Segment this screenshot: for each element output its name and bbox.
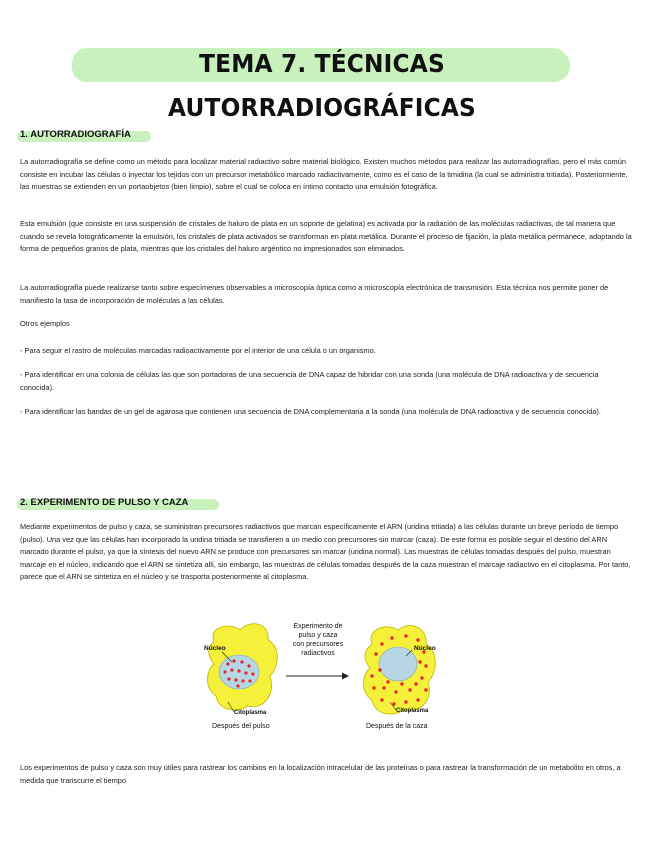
- label-nucleus-left: Núcleo: [204, 645, 226, 652]
- right-nucleus: [379, 647, 417, 681]
- title-block: [72, 42, 572, 122]
- section-2-heading: [20, 496, 196, 510]
- section-1-list-item-2: - Para identificar en una colonia de células las que son portadoras de una secuencia de DNA capaz de hibridar con una sonda (una molécula de DNA radioactiva y de secuencia conocida).: [20, 370, 599, 392]
- section-1-paragraph-2: Esta emulsión (que consiste en una suspensión de cristales de haluro de plata en un soporte de gelatina) es activada por la radiación de las moléculas radiactivas, de tal manera que cuando se revela fotográficamente la emulsión, los cristales de plata activados se transforman en plata metálica. Durante el proceso de fijación, la plata metálica permanece, adoptando la forma de pequeños granos de plata, mientras que los cristales del haluro argéntico no impresionados son eliminados.: [20, 219, 632, 254]
- section-1-heading: [20, 128, 139, 142]
- label-cytoplasm-left: Citoplasma: [234, 710, 267, 716]
- section-1-heading-text: 1. AUTORRADIOGRAFÍA: [20, 129, 131, 140]
- pulse-chase-figure: [196, 614, 446, 739]
- section-2-paragraph-1: Mediante experimentos de pulso y caza, se suministran precursores radiactivos que marcan específicamente el ARN (uridina tritiada) a las células durante un breve período de tiempo (pulso). Una vez que las células han incorporado la uridina tritiada se transfieren a un medio con precursores sin marcar (caza). De este forma es posible seguir el destino del ARN marcado durante el pulso, ya que la síntesis del nuevo ARN se produce con precursores sin marcar (uridina normal). Las muestras de células tomadas después del pulso, muestran marcaje en el núcleo, indicando que el ARN se sintetiza allí, sin embargo, las muestras de células tomadas después de la caza muestran el marcaje radiactivo en el citoplasma. Por tanto, parece que el ARN se sintetiza en el núcleo y se trasporta posteriormente al citoplasma.: [20, 522, 631, 582]
- section-1-paragraph-4: Otros ejemplos: [20, 319, 70, 328]
- section-2-paragraph-2: Los experimentos de pulso y caza son muy útiles para rastrear los cambios en la localización intracelular de las proteínas o para rastrear la transformación de un metabolito en otros, a medida que transcurre el tiempo: [20, 763, 621, 785]
- section-2-heading-text: 2. EXPERIMENTO DE PULSO Y CAZA: [20, 497, 189, 508]
- label-experiment-1: Experimento de: [293, 623, 343, 630]
- label-experiment-2: pulso y caza: [298, 632, 338, 639]
- section-1-list-item-1: - Para seguir el rastro de moléculas marcadas radioactivamente por el interior de una célula o un organismo.: [20, 346, 376, 355]
- label-cytoplasm-right: Citoplasma: [396, 708, 429, 714]
- label-experiment-4: radiactivos: [301, 650, 335, 657]
- section-1-paragraph-1: La autorradiografía se define como un método para localizar material radiactivo sobre material biológico. Existen muchos métodos para realizar las autorradiografías, pero el más común consiste en incubar las células o inyectar los tejidos con un precursor metabólico marcado radiactivamente, como es el caso de la timidina (la cual se administra tritiada). Posteriormente, las muestras se extienden en un portaobjetos (bien limpio), sobre el cual se coloca en íntimo contacto una emulsión fotográfica.: [20, 157, 628, 192]
- label-nucleus-right: Núcleo: [414, 645, 436, 652]
- caption-right: Después de la caza: [366, 723, 428, 730]
- section-1-paragraph-3: La autorradiografía puede realizarse tanto sobre especímenes observables a microscopía óptica como a microscopía electrónica de transmisión. Esta técnica nos permite poner de manifiesto la tasa de incorporación de moléculas a las células.: [20, 283, 609, 305]
- label-experiment-3: con precursores: [292, 641, 344, 648]
- caption-left: Después del pulso: [212, 723, 270, 730]
- page-title: TEMA 7. TÉCNICAS AUTORRADIOGRÁFICAS: [168, 49, 476, 122]
- section-1-list-item-3: - Para identificar las bandas de un gel de agarosa que contienen una secuencia de DNA complementaria a la sonda (una molécula de DNA radioactiva y de secuencia conocida).: [20, 407, 601, 416]
